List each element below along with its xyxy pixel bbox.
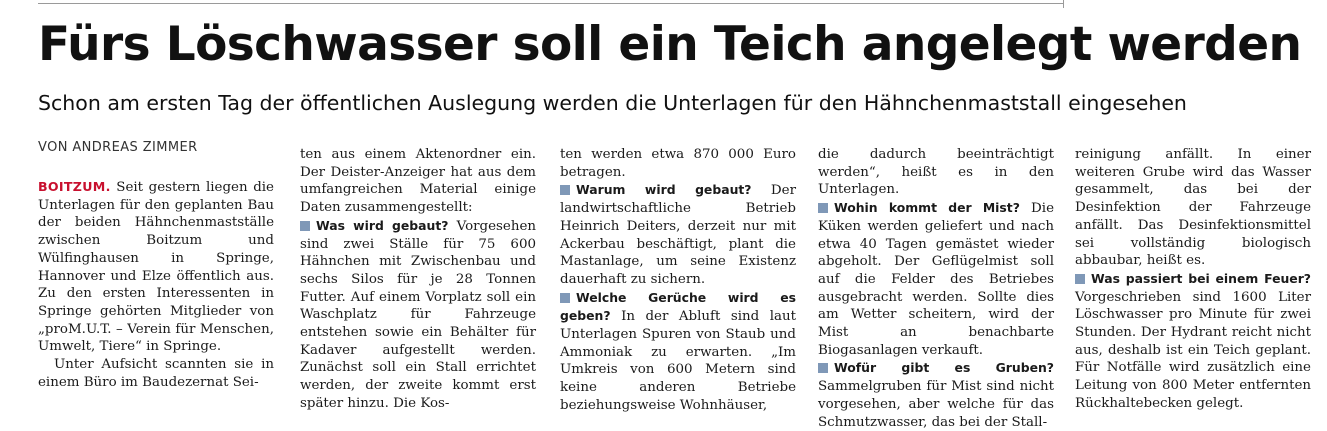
article-column-2 <box>300 146 536 413</box>
question-heading: Welche Gerüche wird es geben? <box>560 289 796 324</box>
headline: Fürs Löschwasser soll ein Teich angelegt werden <box>38 17 1302 72</box>
intro-paragraph <box>38 178 274 356</box>
answer-text: Sammelgruben für Mist sind nicht vorgesehen, aber welche für das Schmutzwasser, das bei der Stall- <box>818 379 1054 430</box>
qa-item <box>818 359 1054 431</box>
article-column-3 <box>560 146 796 415</box>
square-bullet-icon <box>818 363 828 373</box>
square-bullet-icon <box>818 203 828 213</box>
intro-text: Seit gestern liegen die Unterlagen für den geplanten Bau der beiden Hähnchenmastställe zwischen Boitzum und Wülfinghausen in Springe, Hannover und Elze öffentlich aus. Zu den ersten Interessenten in Springe gehörten Mitglieder von „proM.U.T. – Verein für Menschen, Umwelt, Tiere“ in Springe. <box>38 180 274 355</box>
answer-text: Vorgeschrieben sind 1600 Liter Löschwasser pro Minute für zwei Stunden. Der Hydrant reicht nicht aus, deshalb ist ein Teich geplant. Für Notfälle wird zusätzlich eine Leitung von 800 Meter entfernten Rückhaltebecken gelegt. <box>1075 289 1311 411</box>
qa-item <box>818 199 1054 359</box>
article-column-4 <box>818 146 1054 431</box>
answer-text: Der landwirtschaftliche Betrieb Heinrich Deiters, derzeit nur mit Ackerbau beschäftigt, plant die Mastanlage, um seine Existenz dauerhaft zu sichern. <box>560 183 796 287</box>
answer-text: Vorgesehen sind zwei Ställe für 75 600 Hähnchen mit Zwischenbau und sechs Silos für je 28 Tonnen Futter. Auf einem Vorplatz soll ein Waschplatz für Fahrzeuge entstehen sowie ein Behälter für Kadaver aufgestellt werden. Zunächst soll ein Stall errichtet werden, der zweite kommt erst später hinzu. Die Kos- <box>300 218 536 411</box>
question-heading: Wohin kommt der Mist? <box>834 200 1020 216</box>
article-column-5 <box>1075 146 1311 413</box>
subheadline: Schon am ersten Tag der öffentlichen Auslegung werden die Unterlagen für den Hähnchenmaststall eingesehen <box>38 91 1187 115</box>
byline: VON ANDREAS ZIMMER <box>38 140 198 155</box>
square-bullet-icon <box>300 221 310 231</box>
qa-item <box>560 289 796 415</box>
answer-text: In der Abluft sind laut Unterlagen Spuren von Staub und Ammoniak zu erwarten. „Im Umkreis von 600 Metern sind keine anderen Betriebe beziehungsweise Wohnhäuser, <box>560 309 796 413</box>
square-bullet-icon <box>560 293 570 303</box>
body-paragraph: die dadurch beeinträchtigt werden“, heißt es in den Unterlagen. <box>818 147 1054 198</box>
body-paragraph: ten aus einem Aktenordner ein. Der Deister-Anzeiger hat aus dem umfangreichen Material einige Daten zusammengestellt: <box>300 147 536 216</box>
question-heading: Warum wird gebaut? <box>576 182 752 198</box>
column-tick-divider <box>1063 0 1064 8</box>
question-heading: Was passiert bei einem Feuer? <box>1091 270 1311 286</box>
dateline: BOITZUM. <box>38 179 111 194</box>
article-column-1 <box>38 178 274 391</box>
square-bullet-icon <box>1075 274 1085 284</box>
answer-text: Die Küken werden geliefert und nach etwa 40 Tagen gemästet wieder abgeholt. Der Geflügelmist soll auf die Felder des Betriebes ausgebracht werden. Sollte dies am Wetter scheitern, wird der Mist an benachbarte Biogasanlagen verkauft. <box>818 201 1054 358</box>
body-paragraph: Unter Aufsicht scannten sie in einem Büro im Baudezernat Sei- <box>38 357 274 390</box>
question-heading: Wofür gibt es Gruben? <box>834 360 1054 376</box>
body-paragraph: reinigung anfällt. In einer weiteren Grube wird das Wasser gesammelt, das bei der Desinfektion der Fahrzeuge anfällt. Das Desinfektionsmittel sei vollständig biologisch abbaubar, heißt es. <box>1075 147 1311 269</box>
top-rule-divider <box>38 3 1063 4</box>
body-paragraph: ten werden etwa 870 000 Euro betragen. <box>560 147 796 180</box>
qa-item <box>1075 270 1311 413</box>
qa-item <box>560 181 796 288</box>
square-bullet-icon <box>560 185 570 195</box>
qa-item <box>300 217 536 413</box>
question-heading: Was wird gebaut? <box>316 217 449 233</box>
